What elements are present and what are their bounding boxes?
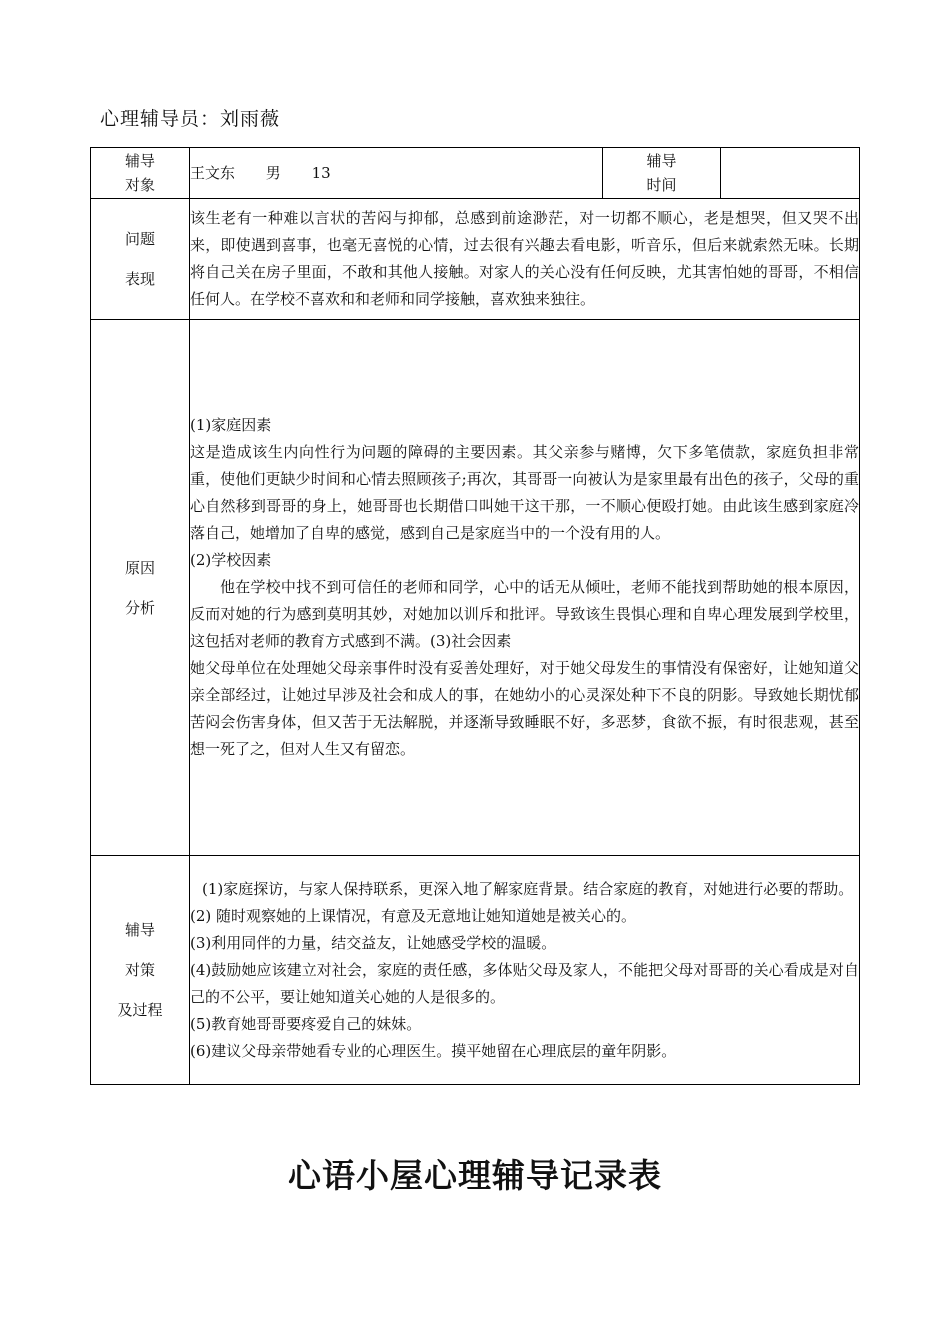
time-label-cell bbox=[603, 148, 721, 199]
subject-label-line1: 辅导 bbox=[124, 152, 155, 170]
problem-label-line1: 问题 bbox=[124, 230, 155, 248]
subject-label-cell bbox=[91, 148, 190, 199]
row-subject bbox=[91, 148, 860, 199]
strategy-item: (5)教育她哥哥要疼爱自己的妹妹。 bbox=[190, 1014, 422, 1033]
subject-name: 王文东 bbox=[190, 163, 236, 182]
time-value-cell bbox=[721, 148, 860, 199]
strategy-label-line1: 辅导 bbox=[124, 921, 155, 939]
strategy-item: (4)鼓励她应该建立对社会，家庭的责任感，多体贴父母及家人，不能把父母对哥哥的关心看成是对自己的不公平，要让她知道关心她的人是很多的。 bbox=[190, 960, 859, 1006]
strategy-label-line3: 及过程 bbox=[117, 1001, 163, 1019]
subject-value-cell bbox=[190, 148, 603, 199]
family-factor-text: 这是造成该生内向性行为问题的障碍的主要因素。其父亲参与赌博，欠下多笔债款，家庭负担非常重，使他们更缺少时间和心情去照顾孩子;再次，其哥哥一向被认为是家里最有出色的孩子，父母的重心自然移到哥哥的身上，她哥哥也长期借口叫她干这干那，一不顺心便殴打她。由此该生感到家庭冷落自己，她增加了自卑的感觉，感到自己是家庭当中的一个没有用的人。 bbox=[190, 443, 859, 542]
row-problem bbox=[91, 199, 860, 320]
time-label-line2: 时间 bbox=[646, 176, 677, 194]
strategy-item: (2) 随时观察她的上课情况，有意及无意地让她知道她是被关心的。 bbox=[190, 906, 637, 925]
school-factor-text: 他在学校中找不到可信任的老师和同学，心中的话无从倾吐，老师不能找到帮助她的根本原因，反而对她的行为感到莫明其妙，对她加以训斥和批评。导致该生畏惧心理和自卑心理发展到学校里，这包括对老师的教育方式感到不满。(3)社会因素 bbox=[190, 578, 859, 650]
row-strategy bbox=[91, 856, 860, 1085]
analysis-label-line1: 原因 bbox=[124, 558, 155, 577]
counselor-label: 心理辅导员：刘雨薇 bbox=[100, 108, 281, 130]
strategy-label-cell bbox=[91, 856, 190, 1085]
record-form-title: 心语小屋心理辅导记录表 bbox=[288, 1156, 662, 1195]
analysis-label-line2: 分析 bbox=[124, 598, 155, 617]
social-factor-text: 她父母单位在处理她父母亲事件时没有妥善处理好，对于她父母发生的事情没有保密好，让她知道父亲全部经过，让她过早涉及社会和成人的事，在她幼小的心灵深处种下不良的阴影。导致她长期忧郁苦闷会伤害身体，但又苦于无法解脱，并逐渐导致睡眠不好，多恶梦，食欲不振，有时很悲观，甚至想一死了之，但对人生又有留恋。 bbox=[190, 659, 859, 758]
school-factor-title: (2)学校因素 bbox=[190, 551, 272, 569]
strategy-item: (3)利用同伴的力量，结交益友，让她感受学校的温暖。 bbox=[190, 933, 557, 952]
problem-label-cell bbox=[91, 199, 190, 320]
strategy-label-line2: 对策 bbox=[124, 961, 155, 979]
counseling-record-table bbox=[90, 147, 860, 1085]
time-label-line1: 辅导 bbox=[646, 152, 677, 170]
row-analysis bbox=[91, 320, 860, 856]
subject-age: 13 bbox=[311, 163, 331, 182]
analysis-content bbox=[190, 320, 860, 856]
subject-gender: 男 bbox=[265, 163, 281, 182]
analysis-label-cell bbox=[91, 320, 190, 856]
subject-label-line2: 对象 bbox=[124, 176, 155, 194]
family-factor-title: (1)家庭因素 bbox=[190, 416, 272, 434]
problem-text: 该生老有一种难以言状的苦闷与抑郁，总感到前途渺茫，对一切都不顺心，老是想哭，但又哭不出来，即使遇到喜事，也毫无喜悦的心情，过去很有兴趣去看电影，听音乐，但后来就索然无味。长期将自己关在房子里面，不敢和其他人接触。对家人的关心没有任何反映，尤其害怕她的哥哥，不相信任何人。在学校不喜欢和和老师和同学接触，喜欢独来独往。 bbox=[190, 199, 860, 320]
strategy-content bbox=[190, 856, 860, 1085]
problem-label-line2: 表现 bbox=[124, 270, 155, 288]
strategy-item: (1)家庭探访，与家人保持联系，更深入地了解家庭背景。结合家庭的教育，对她进行必要的帮助。 bbox=[202, 879, 854, 898]
strategy-item: (6)建议父母亲带她看专业的心理医生。摸平她留在心理底层的童年阴影。 bbox=[190, 1041, 677, 1060]
